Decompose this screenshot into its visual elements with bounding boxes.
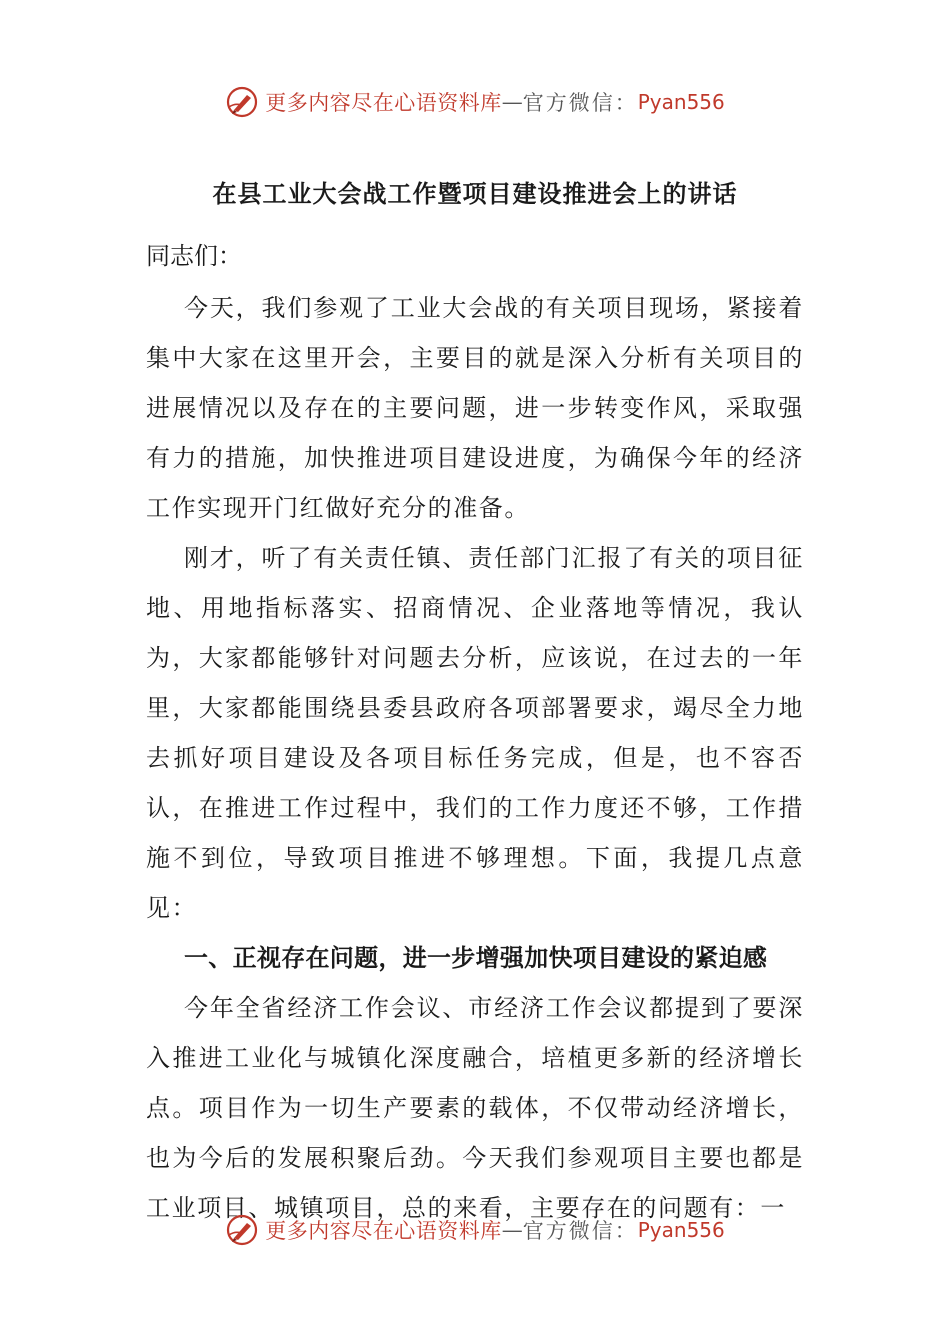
section-heading: 一、正视存在问题，进一步增强加快项目建设的紧迫感 — [184, 944, 768, 972]
banner-text: 更多内容尽在心语资料库 — [265, 91, 502, 115]
wechat-id: Pyan556 — [637, 1218, 725, 1242]
banner-text: 更多内容尽在心语资料库 — [265, 1219, 502, 1243]
header-banner — [0, 82, 950, 122]
paragraph: 今年全省经济工作会议、市经济工作会议都提到了要深入推进工业化与城镇化深度融合，培植更多新的经济增长点。项目作为一切生产要素的载体，不仅带动经济增长，也为今后的发展积聚后劲。今天我们参观项目主要也都是工业项目、城镇项目，总的来看，主要存在的问题有：一 — [146, 994, 804, 1222]
paragraph: 今天，我们参观了工业大会战的有关项目现场，紧接着集中大家在这里开会，主要目的就是深入分析有关项目的进展情况以及存在的主要问题，进一步转变作风，采取强有力的措施，加快推进项目建设进度，为确保今年的经济工作实现开门红做好充分的准备。 — [146, 294, 804, 522]
paragraph: 刚才，听了有关责任镇、责任部门汇报了有关的项目征地、用地指标落实、招商情况、企业落地等情况，我认为，大家都能够针对问题去分析，应该说，在过去的一年里，大家都能围绕县委县政府各项部署要求，竭尽全力地去抓好项目建设及各项目标任务完成，但是，也不容否认，在推进工作过程中，我们的工作力度还不够，工作措施不到位，导致项目推进不够理想。下面，我提几点意见： — [146, 544, 804, 922]
pen-logo-icon — [225, 85, 259, 119]
pen-logo-icon — [225, 1213, 259, 1247]
banner-separator: — — [501, 1218, 523, 1242]
wechat-id: Pyan556 — [637, 90, 725, 114]
banner-separator: — — [501, 90, 523, 114]
document-body — [146, 283, 804, 1233]
footer-banner — [0, 1210, 950, 1250]
wechat-label: 官方微信： — [522, 91, 638, 115]
document-title: 在县工业大会战工作暨项目建设推进会上的讲话 — [212, 180, 738, 208]
greeting: 同志们： — [146, 242, 242, 270]
wechat-label: 官方微信： — [522, 1219, 638, 1243]
